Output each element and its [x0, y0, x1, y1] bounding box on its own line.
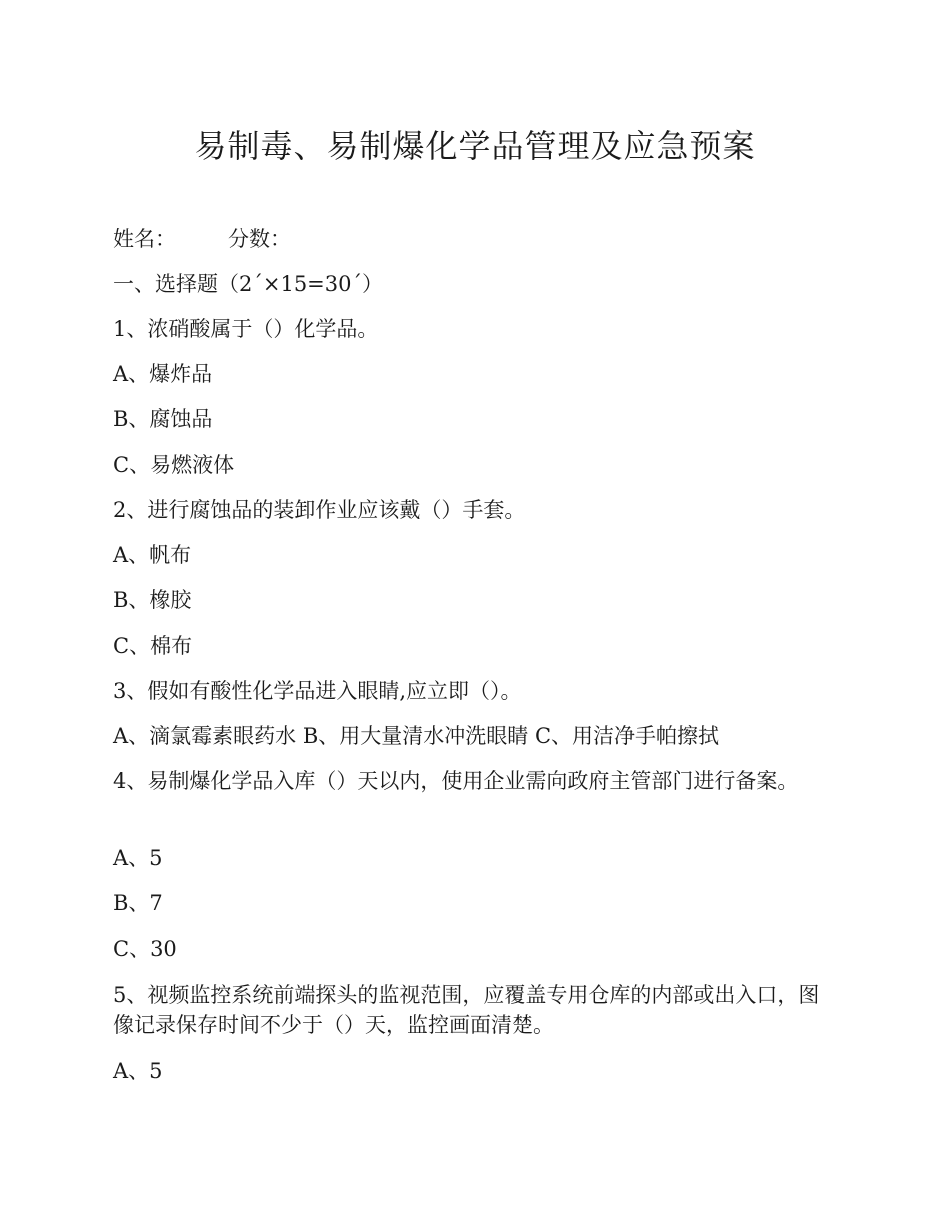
- question-1-option-a: A、爆炸品: [113, 362, 213, 386]
- question-5-stem: 5、视频监控系统前端探头的监视范围，应覆盖专用仓库的内部或出入口，图像记录保存时间不少于（）天，监控画面清楚。: [113, 983, 820, 1037]
- question-1-option-c: C、易燃液体: [113, 453, 235, 477]
- question-2-option-a: A、帆布: [113, 543, 192, 567]
- question-4-option-a: A、5: [113, 846, 163, 870]
- question-2-stem: 2、进行腐蚀品的装卸作业应该戴（）手套。: [113, 498, 526, 522]
- question-4-option-b: B、7: [113, 891, 163, 915]
- section-heading: 一、选择题（2´×15=30´）: [113, 272, 383, 296]
- question-5-option-a: A、5: [113, 1059, 163, 1083]
- question-2-option-c: C、棉布: [113, 634, 193, 658]
- name-score-line: [113, 224, 828, 254]
- question-3-options: A、滴氯霉素眼药水 B、用大量清水冲洗眼睛 C、用洁净手帕擦拭: [113, 724, 720, 748]
- name-label: 姓名：: [113, 227, 176, 251]
- question-2-option-b: B、橡胶: [113, 588, 192, 612]
- question-3-stem: 3、假如有酸性化学品进入眼睛,应立即（）。: [113, 679, 522, 703]
- document-title: 易制毒、易制爆化学品管理及应急预案: [194, 127, 756, 165]
- question-4-stem: 4、易制爆化学品入库（）天以内，使用企业需向政府主管部门进行备案。: [113, 769, 799, 793]
- question-1-stem: 1、浓硝酸属于（）化学品。: [113, 317, 379, 341]
- question-4-option-c: C、30: [113, 937, 177, 961]
- question-1-option-b: B、腐蚀品: [113, 407, 213, 431]
- score-label: 分数：: [228, 227, 291, 251]
